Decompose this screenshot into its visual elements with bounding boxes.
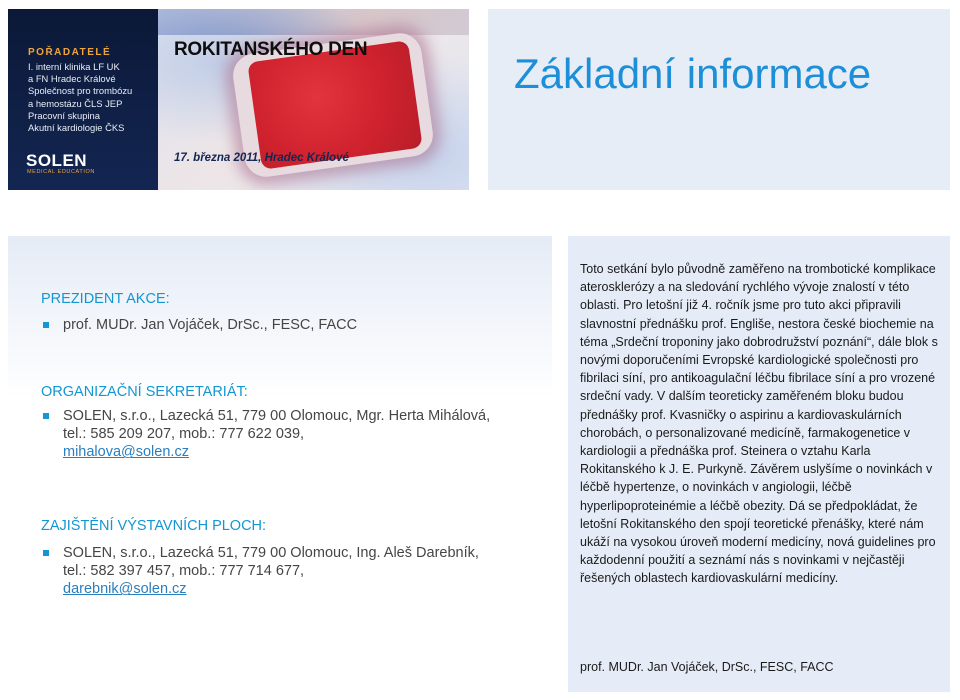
event-description: Toto setkání bylo původně zaměřeno na trombotické komplikace aterosklerózy a na sledování rychlého vývoje znalostí v této oblasti. Pro letošní již 4. ročník jsme pro tuto akci připravili slavnostní přednášku prof. Engliše, nestora české biochemie na téma „Srdeční troponiny jako dobrodružství poznání“, dále blok s novými doporučeními Evropské kardiologické společnosti pro fibrilaci síní, pro antikoagulační léčbu fibrilace síní a pro vrozené srdeční vady. V dalším teoreticky zaměřeném bloku budou přednášky prof. Kvasničky o aspirinu a kardiovaskulárních chorobách, o personalizované medicíně, farmakogenetice v kardiologii a přednáška prof. Steinera o vztahu Karla Rokitanského k J. E. Purkyně. Závěrem uslyšíme o novinkách v léčbě hypertenze, o novinkách v angiologii, léčbě hyperlipoproteinémie a léčbě obezity. Dá se předpokládat, že letošní Rokitanského den spojí teoretické přenášky, které nám ukáží na vysokou úroveň moderní medicíny, nová guidelines pro každodenní použití a seznámí nás s novinkami v nejčastěji řešených oblastech kardiovaskulární medicíny.	[580, 262, 938, 586]
organizer-item: Pracovní skupina	[28, 109, 100, 121]
exhibition-email-link[interactable]: darebnik@solen.cz	[63, 581, 187, 598]
organizers-panel	[8, 9, 158, 190]
organizer-item: I. interní klinika LF UK	[28, 61, 120, 72]
solen-logo: SOLEN	[26, 151, 88, 170]
organizer-item: Společnost pro trombózu	[28, 85, 133, 97]
organizers-list	[28, 61, 132, 134]
event-date: 17. března 2011, Hradec Králové	[174, 152, 349, 164]
organizer-item: a FN Hradec Králové	[28, 73, 116, 85]
event-banner	[8, 9, 469, 190]
page-title: Základní informace	[514, 50, 872, 97]
president-item: prof. MUDr. Jan Vojáček, DrSc., FESC, FACC	[63, 316, 523, 334]
secretariat-item	[63, 407, 503, 462]
signature: prof. MUDr. Jan Vojáček, DrSc., FESC, FACC	[580, 660, 834, 674]
secretariat-text: SOLEN, s.r.o., Lazecká 51, 779 00 Olomouc, Mgr. Herta Mihálová, tel.: 585 209 207, mob.: 777 622 039,	[63, 408, 491, 443]
exhibition-heading: ZAJIŠTĚNÍ VÝSTAVNÍCH PLOCH:	[41, 518, 267, 534]
organizers-title: POŘADATELÉ	[28, 47, 112, 58]
secretariat-heading: ORGANIZAČNÍ SEKRETARIÁT:	[41, 384, 248, 400]
secretariat-email-link[interactable]: mihalova@solen.cz	[63, 444, 189, 461]
president-heading: PREZIDENT AKCE:	[41, 291, 170, 307]
thrombus-illustration	[158, 9, 469, 190]
solen-logo-subtitle: MEDICAL EDUCATION	[27, 169, 95, 175]
exhibition-text: SOLEN, s.r.o., Lazecká 51, 779 00 Olomouc, Ing. Aleš Darebník, tel.: 582 397 457, mob.: 777 714 677,	[63, 545, 479, 580]
contacts-panel	[8, 236, 552, 692]
exhibition-item	[63, 544, 503, 599]
title-box	[488, 9, 950, 190]
organizer-item: Akutní kardiologie ČKS	[28, 122, 125, 134]
description-panel	[568, 236, 950, 692]
event-title: ROKITANSKÉHO DEN	[174, 39, 368, 60]
organizer-item: a hemostázu ČLS JEP	[28, 97, 123, 109]
